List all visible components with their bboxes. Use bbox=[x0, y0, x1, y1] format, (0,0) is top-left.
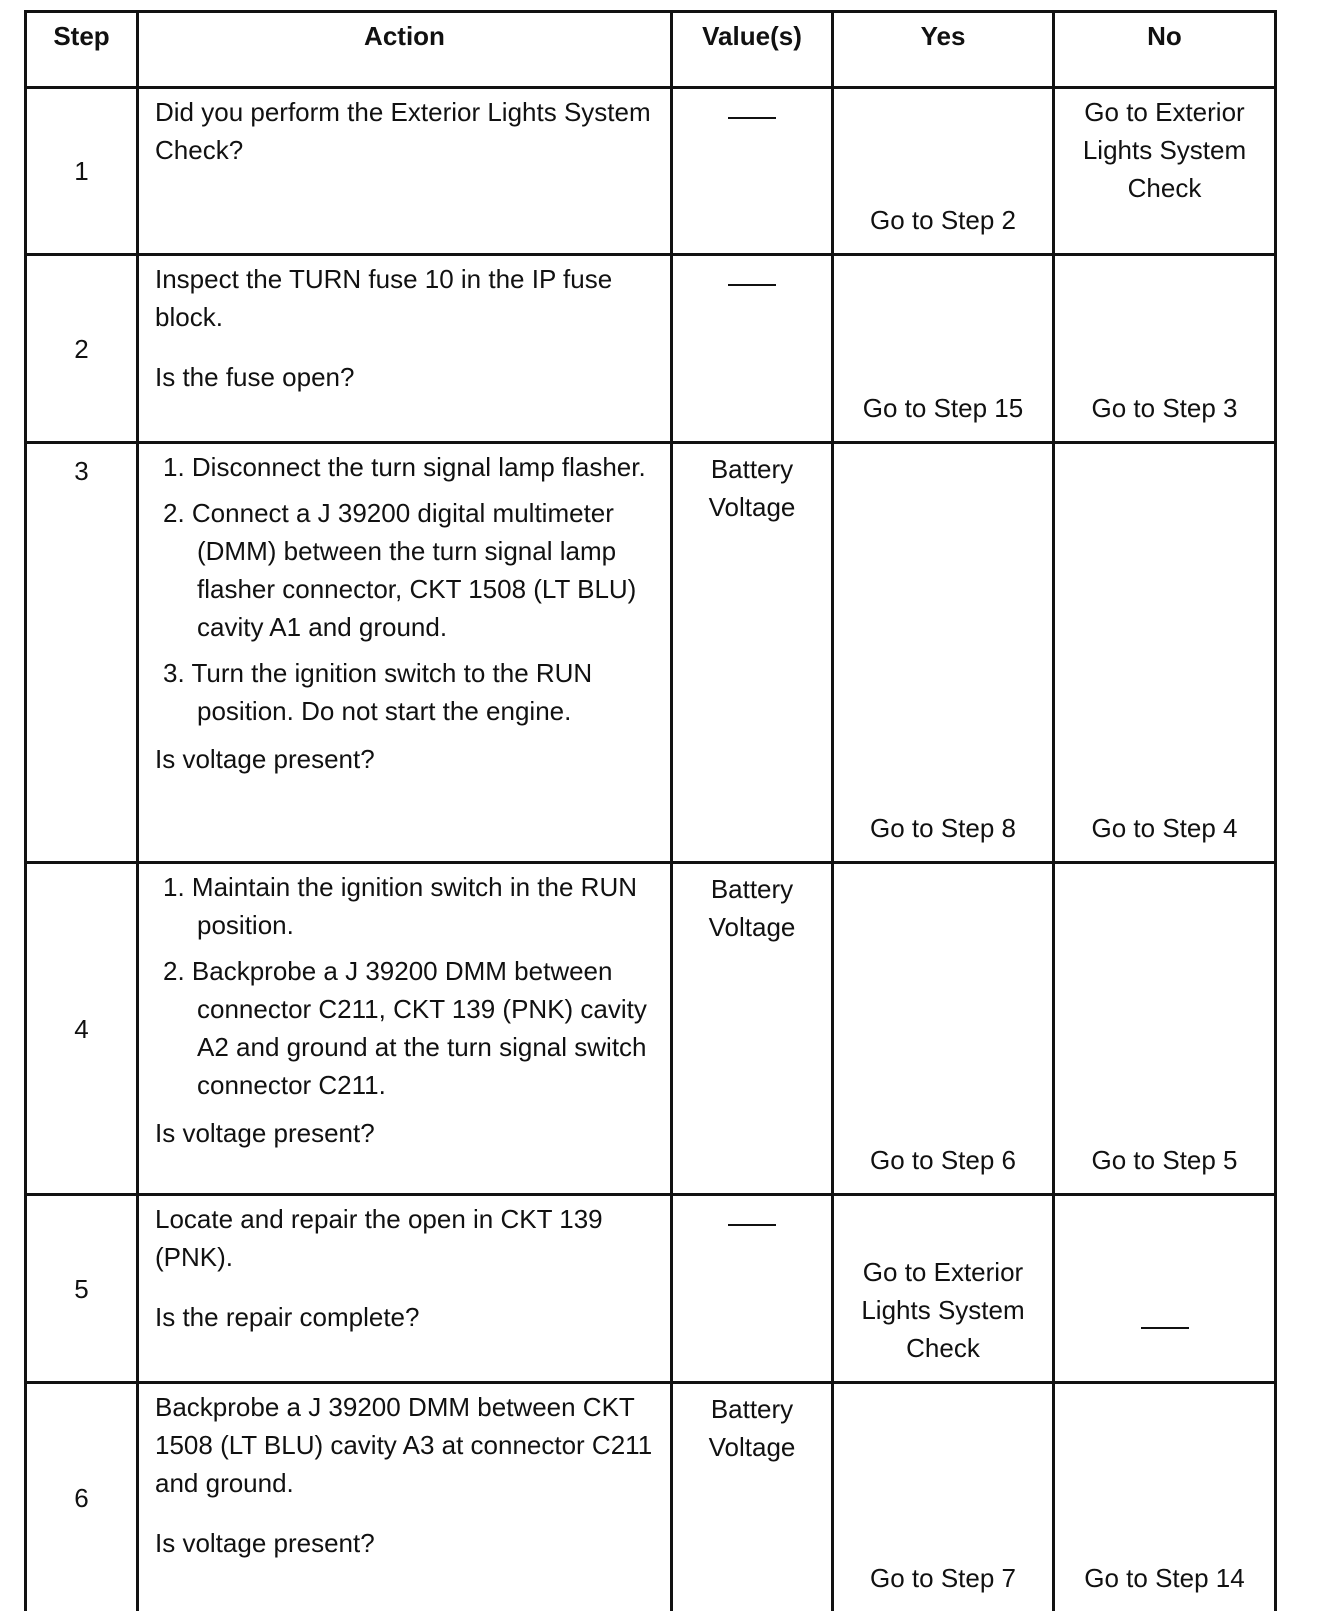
no-cell bbox=[1054, 443, 1276, 863]
no-cell-text: Go to Exterior Lights System Check bbox=[1083, 97, 1246, 203]
action-step-item: 1. Disconnect the turn signal lamp flasher. bbox=[155, 448, 658, 486]
action-step-item: 1. Maintain the ignition switch in the RUN position. bbox=[155, 868, 658, 944]
action-text: Locate and repair the open in CKT 139 (PNK). bbox=[155, 1200, 658, 1276]
yes-cell-text: Go to Step 7 bbox=[870, 1563, 1016, 1593]
header-action: Action bbox=[138, 12, 672, 88]
step-cell bbox=[26, 88, 138, 255]
step-cell bbox=[26, 255, 138, 443]
empty-dash bbox=[1141, 1327, 1189, 1367]
table-row bbox=[26, 863, 1276, 1195]
table-row bbox=[26, 1195, 1276, 1383]
yes-cell-text: Go to Step 8 bbox=[870, 813, 1016, 843]
step-number: 2 bbox=[74, 334, 88, 364]
table-row bbox=[26, 255, 1276, 443]
no-cell bbox=[1054, 1195, 1276, 1383]
value-cell bbox=[672, 255, 833, 443]
step-number: 6 bbox=[74, 1483, 88, 1513]
table-row bbox=[26, 1383, 1276, 1611]
table-row bbox=[26, 443, 1276, 863]
action-step-item: 2. Backprobe a J 39200 DMM between connector C211, CKT 139 (PNK) cavity A2 and ground at the turn signal switch connector C211. bbox=[155, 952, 658, 1104]
value-cell-text: Battery Voltage bbox=[709, 454, 796, 522]
action-question: Is the fuse open? bbox=[155, 358, 658, 396]
no-cell-text: Go to Step 5 bbox=[1092, 1145, 1238, 1175]
empty-dash bbox=[728, 117, 776, 157]
yes-cell bbox=[833, 1195, 1054, 1383]
yes-cell bbox=[833, 255, 1054, 443]
step-cell bbox=[26, 863, 138, 1195]
table-body bbox=[26, 88, 1276, 1611]
no-cell bbox=[1054, 1383, 1276, 1611]
value-cell bbox=[672, 443, 833, 863]
diagnostic-table bbox=[24, 10, 1277, 1611]
yes-cell-text: Go to Step 6 bbox=[870, 1145, 1016, 1175]
action-question: Is voltage present? bbox=[155, 1524, 658, 1562]
action-steps-list bbox=[155, 868, 658, 1104]
yes-cell bbox=[833, 863, 1054, 1195]
header-row bbox=[26, 12, 1276, 88]
step-cell bbox=[26, 1195, 138, 1383]
no-cell bbox=[1054, 88, 1276, 255]
value-cell bbox=[672, 1195, 833, 1383]
no-cell-text: Go to Step 14 bbox=[1084, 1563, 1244, 1593]
yes-cell bbox=[833, 88, 1054, 255]
step-cell bbox=[26, 1383, 138, 1611]
no-cell bbox=[1054, 863, 1276, 1195]
no-cell-text: Go to Step 3 bbox=[1092, 393, 1238, 423]
header-step: Step bbox=[26, 12, 138, 88]
step-number: 5 bbox=[74, 1274, 88, 1304]
yes-cell-text: Go to Exterior Lights System Check bbox=[861, 1257, 1024, 1363]
yes-cell bbox=[833, 443, 1054, 863]
table-row bbox=[26, 88, 1276, 255]
yes-cell bbox=[833, 1383, 1054, 1611]
action-step-item: 2. Connect a J 39200 digital multimeter (DMM) between the turn signal lamp flasher connector, CKT 1508 (LT BLU) cavity A1 and ground. bbox=[155, 494, 658, 646]
action-question: Is voltage present? bbox=[155, 1114, 658, 1152]
value-cell bbox=[672, 88, 833, 255]
step-cell bbox=[26, 443, 138, 863]
header-yes: Yes bbox=[833, 12, 1054, 88]
action-steps-list bbox=[155, 448, 658, 730]
action-cell bbox=[138, 1195, 672, 1383]
no-cell-text: Go to Step 4 bbox=[1092, 813, 1238, 843]
action-cell bbox=[138, 1383, 672, 1611]
value-cell bbox=[672, 863, 833, 1195]
empty-dash bbox=[728, 284, 776, 324]
yes-cell-text: Go to Step 2 bbox=[870, 205, 1016, 235]
diagnostic-page bbox=[24, 10, 1274, 1611]
action-text: Backprobe a J 39200 DMM between CKT 1508 (LT BLU) cavity A3 at connector C211 and ground. bbox=[155, 1388, 658, 1502]
action-text: Inspect the TURN fuse 10 in the IP fuse block. bbox=[155, 260, 658, 336]
no-cell bbox=[1054, 255, 1276, 443]
step-number: 4 bbox=[74, 1014, 88, 1044]
empty-dash bbox=[728, 1224, 776, 1264]
yes-cell-text: Go to Step 15 bbox=[863, 393, 1023, 423]
action-text: Did you perform the Exterior Lights System Check? bbox=[155, 93, 658, 169]
action-step-item: 3. Turn the ignition switch to the RUN position. Do not start the engine. bbox=[155, 654, 658, 730]
value-cell bbox=[672, 1383, 833, 1611]
action-cell bbox=[138, 88, 672, 255]
value-cell-text: Battery Voltage bbox=[709, 1394, 796, 1462]
step-number: 3 bbox=[74, 456, 88, 486]
action-cell bbox=[138, 255, 672, 443]
action-question: Is the repair complete? bbox=[155, 1298, 658, 1336]
action-cell bbox=[138, 863, 672, 1195]
value-cell-text: Battery Voltage bbox=[709, 874, 796, 942]
header-values: Value(s) bbox=[672, 12, 833, 88]
header-no: No bbox=[1054, 12, 1276, 88]
step-number: 1 bbox=[74, 156, 88, 186]
action-question: Is voltage present? bbox=[155, 740, 658, 778]
action-cell bbox=[138, 443, 672, 863]
